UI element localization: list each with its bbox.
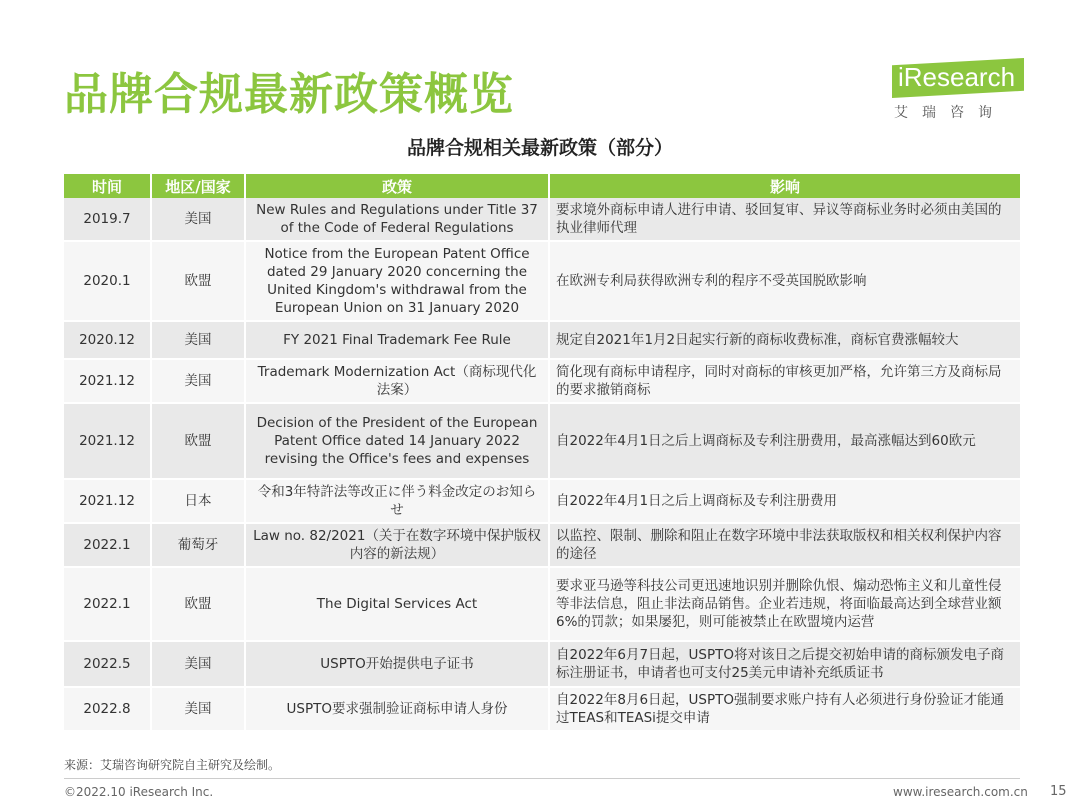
table-row <box>64 524 1020 568</box>
table-row <box>64 242 1020 322</box>
cell-policy: 令和3年特許法等改正に伴う料金改定のお知らせ <box>246 480 550 524</box>
footer-divider <box>64 778 1020 779</box>
header-time: 时间 <box>64 174 152 198</box>
table-header-row <box>64 174 1020 198</box>
cell-impact: 以监控、限制、删除和阻止在数字环境中非法获取版权和相关权利保护内容的途径 <box>550 524 1020 568</box>
cell-policy: USPTO开始提供电子证书 <box>246 642 550 688</box>
logo-text: iResearch <box>898 62 1016 92</box>
logo-subtitle: 艾瑞咨询 <box>894 105 1006 121</box>
cell-region: 欧盟 <box>152 404 246 480</box>
page-title: 品牌合规最新政策概览 <box>64 69 514 120</box>
cell-region: 美国 <box>152 642 246 688</box>
cell-region: 葡萄牙 <box>152 524 246 568</box>
cell-impact: 简化现有商标申请程序，同时对商标的审核更加严格，允许第三方及商标局的要求撤销商标 <box>550 360 1020 404</box>
cell-time: 2022.1 <box>64 568 152 642</box>
header-impact: 影响 <box>550 174 1020 198</box>
cell-policy: FY 2021 Final Trademark Fee Rule <box>246 322 550 360</box>
cell-region: 美国 <box>152 688 246 732</box>
cell-region: 欧盟 <box>152 568 246 642</box>
cell-time: 2021.12 <box>64 404 152 480</box>
cell-policy: Decision of the President of the European Patent Office dated 14 January 2022 revising the Office's fees and expenses <box>246 404 550 480</box>
cell-time: 2020.12 <box>64 322 152 360</box>
header-region: 地区/国家 <box>152 174 246 198</box>
cell-region: 美国 <box>152 322 246 360</box>
cell-policy: USPTO要求强制验证商标申请人身份 <box>246 688 550 732</box>
copyright: ©2022.10 iResearch Inc. <box>64 785 214 799</box>
source-note: 来源：艾瑞咨询研究院自主研究及绘制。 <box>64 758 281 772</box>
policy-table <box>64 174 1020 732</box>
cell-region: 日本 <box>152 480 246 524</box>
cell-time: 2021.12 <box>64 480 152 524</box>
cell-impact: 在欧洲专利局获得欧洲专利的程序不受英国脱欧影响 <box>550 242 1020 322</box>
table-row <box>64 480 1020 524</box>
table-row <box>64 642 1020 688</box>
table-row <box>64 688 1020 732</box>
cell-region: 欧盟 <box>152 242 246 322</box>
cell-impact: 自2022年8月6日起，USPTO强制要求账户持有人必须进行身份验证才能通过TEAS和TEASi提交申请 <box>550 688 1020 732</box>
cell-impact: 自2022年6月7日起，USPTO将对该日之后提交初始申请的商标颁发电子商标注册证书，申请者也可支付25美元申请补充纸质证书 <box>550 642 1020 688</box>
cell-time: 2020.1 <box>64 242 152 322</box>
cell-region: 美国 <box>152 360 246 404</box>
cell-impact: 要求亚马逊等科技公司更迅速地识别并删除仇恨、煽动恐怖主义和儿童性侵等非法信息，阻止非法商品销售。企业若违规，将面临最高达到全球营业额6%的罚款；如果屡犯，则可能被禁止在欧盟境内运营 <box>550 568 1020 642</box>
cell-impact: 自2022年4月1日之后上调商标及专利注册费用 <box>550 480 1020 524</box>
cell-impact: 规定自2021年1月2日起实行新的商标收费标准，商标官费涨幅较大 <box>550 322 1020 360</box>
cell-time: 2019.7 <box>64 198 152 242</box>
table-row <box>64 322 1020 360</box>
cell-policy: Trademark Modernization Act（商标现代化法案） <box>246 360 550 404</box>
table-title: 品牌合规相关最新政策（部分） <box>406 137 673 159</box>
cell-time: 2022.5 <box>64 642 152 688</box>
website-url: www.iresearch.com.cn <box>893 785 1028 799</box>
cell-impact: 自2022年4月1日之后上调商标及专利注册费用，最高涨幅达到60欧元 <box>550 404 1020 480</box>
header-policy: 政策 <box>246 174 550 198</box>
cell-policy: New Rules and Regulations under Title 37 of the Code of Federal Regulations <box>246 198 550 242</box>
table-row <box>64 360 1020 404</box>
cell-policy: Notice from the European Patent Office dated 29 January 2020 concerning the United Kingdom's withdrawal from the European Union on 31 January 2020 <box>246 242 550 322</box>
table-row <box>64 198 1020 242</box>
iresearch-logo <box>892 58 1032 128</box>
cell-region: 美国 <box>152 198 246 242</box>
cell-time: 2022.1 <box>64 524 152 568</box>
page-number: 15 <box>1050 784 1067 799</box>
table-row <box>64 568 1020 642</box>
cell-time: 2021.12 <box>64 360 152 404</box>
cell-policy: Law no. 82/2021（关于在数字环境中保护版权内容的新法规） <box>246 524 550 568</box>
table-row <box>64 404 1020 480</box>
cell-time: 2022.8 <box>64 688 152 732</box>
cell-policy: The Digital Services Act <box>246 568 550 642</box>
cell-impact: 要求境外商标申请人进行申请、驳回复审、异议等商标业务时必须由美国的执业律师代理 <box>550 198 1020 242</box>
